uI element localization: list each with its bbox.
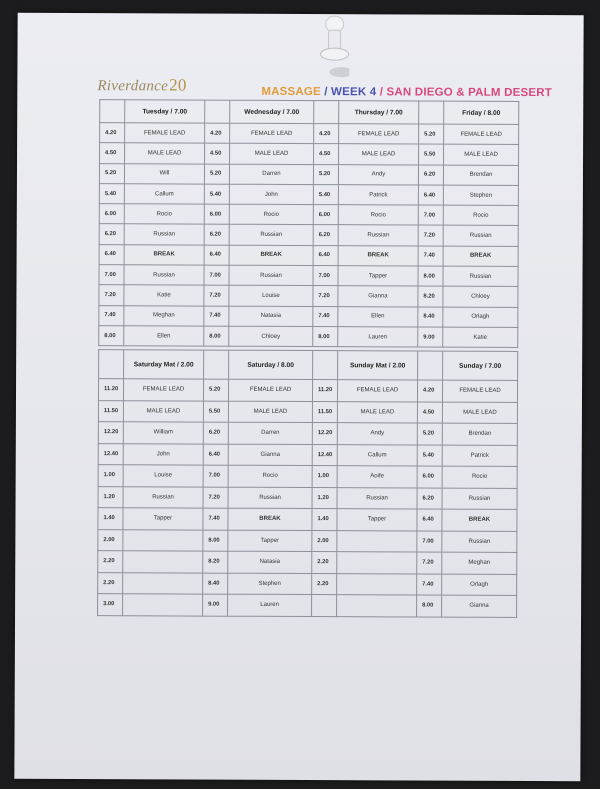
performer-cell: MALE LEAD bbox=[230, 143, 314, 164]
performer-cell: Andy bbox=[337, 423, 417, 445]
table-row bbox=[99, 305, 518, 327]
time-cell: 12.20 bbox=[98, 422, 123, 444]
performer-cell: Ellen bbox=[124, 326, 204, 347]
performer-cell: Louise bbox=[123, 465, 203, 487]
time-cell bbox=[312, 595, 337, 617]
time-cell: 11.50 bbox=[312, 401, 337, 423]
performer-cell bbox=[123, 529, 203, 551]
performer-cell: Tapper bbox=[337, 509, 417, 531]
performer-cell bbox=[337, 573, 417, 595]
time-cell: 1.20 bbox=[312, 487, 337, 509]
table-row bbox=[98, 486, 517, 509]
time-cell: 8.00 bbox=[99, 326, 124, 346]
time-cell: 7.00 bbox=[203, 465, 228, 487]
performer-cell: Aoife bbox=[337, 466, 417, 488]
table-row bbox=[100, 123, 519, 145]
time-cell: 4.50 bbox=[417, 402, 442, 424]
performer-cell: Russian bbox=[338, 225, 418, 246]
time-cell: 7.20 bbox=[99, 285, 124, 305]
performer-cell: Callum bbox=[337, 444, 417, 466]
performer-cell: MALE LEAD bbox=[337, 401, 417, 423]
performer-cell: John bbox=[229, 184, 313, 205]
header-time-blank bbox=[204, 350, 229, 379]
time-cell: 7.00 bbox=[204, 265, 229, 285]
performer-cell: Gianna bbox=[338, 286, 418, 307]
time-cell: 7.40 bbox=[203, 508, 228, 530]
time-cell: 6.40 bbox=[418, 185, 443, 205]
performer-cell: Chloey bbox=[229, 326, 313, 347]
performer-cell: Russian bbox=[124, 224, 204, 245]
performer-cell: Orlagh bbox=[443, 307, 518, 328]
time-cell: 8.20 bbox=[418, 286, 443, 306]
time-cell: 2.00 bbox=[312, 530, 337, 552]
performer-cell: Andy bbox=[338, 164, 418, 185]
performer-cell: Rocio bbox=[442, 466, 517, 488]
time-cell: 2.00 bbox=[98, 529, 123, 551]
day-header: Thursday / 7.00 bbox=[339, 101, 419, 124]
header-separator: / bbox=[376, 86, 387, 99]
table-row bbox=[98, 508, 517, 531]
time-cell: 2.20 bbox=[312, 573, 337, 595]
performer-cell bbox=[123, 551, 203, 573]
time-cell: 6.20 bbox=[417, 488, 442, 510]
time-cell: 4.20 bbox=[205, 123, 230, 143]
day-header: Friday / 8.00 bbox=[444, 101, 519, 124]
performer-cell: Meghan bbox=[442, 552, 517, 574]
performer-cell: BREAK bbox=[442, 509, 517, 531]
header-location: SAN DIEGO & PALM DESERT bbox=[386, 86, 552, 100]
time-cell: 5.40 bbox=[313, 184, 338, 204]
performer-cell: Orlagh bbox=[442, 574, 517, 596]
time-cell: 6.40 bbox=[313, 245, 338, 265]
performer-cell bbox=[337, 595, 417, 617]
performer-cell: MALE LEAD bbox=[442, 402, 517, 424]
performer-cell: Russian bbox=[123, 486, 203, 508]
performer-cell: Russian bbox=[229, 225, 313, 246]
time-cell: 7.00 bbox=[418, 205, 443, 225]
performer-cell: FEMALE LEAD bbox=[228, 379, 312, 401]
performer-cell: FEMALE LEAD bbox=[123, 379, 203, 401]
day-header: Saturday / 8.00 bbox=[229, 350, 313, 379]
performer-cell: Natasia bbox=[228, 551, 312, 573]
header-separator: / bbox=[320, 86, 332, 99]
time-cell: 12.20 bbox=[312, 423, 337, 445]
performer-cell: Ellen bbox=[338, 306, 418, 327]
weekend-schedule-table bbox=[97, 349, 518, 617]
time-cell: 1.40 bbox=[312, 509, 337, 531]
header-time-blank bbox=[418, 351, 443, 380]
performer-cell: Rocio bbox=[124, 204, 204, 225]
performer-cell: Gianna bbox=[442, 595, 517, 617]
time-cell: 7.40 bbox=[417, 574, 442, 596]
performer-cell: FEMALE LEAD bbox=[339, 124, 419, 145]
time-cell: 4.50 bbox=[205, 143, 230, 163]
time-cell: 8.20 bbox=[203, 551, 228, 573]
time-cell: 5.20 bbox=[204, 164, 229, 184]
time-cell: 3.00 bbox=[98, 594, 123, 616]
time-cell: 7.00 bbox=[99, 265, 124, 285]
performer-cell: Meghan bbox=[124, 305, 204, 326]
performer-cell: Darren bbox=[228, 422, 312, 444]
logo-text: Riverdance bbox=[97, 78, 169, 95]
push-pin-icon bbox=[319, 14, 349, 88]
header-time-blank bbox=[419, 101, 444, 124]
time-cell: 5.50 bbox=[419, 144, 444, 164]
performer-cell: Rocio bbox=[228, 465, 312, 487]
header-week: WEEK 4 bbox=[331, 86, 377, 99]
time-cell: 6.00 bbox=[313, 205, 338, 225]
logo-number: 20 bbox=[169, 75, 187, 95]
day-header: Sunday / 7.00 bbox=[443, 351, 518, 380]
performer-cell: Russian bbox=[337, 487, 417, 509]
performer-cell: Stephen bbox=[443, 185, 518, 206]
time-cell: 6.40 bbox=[204, 245, 229, 265]
header-time-blank bbox=[313, 351, 338, 380]
time-cell: 5.20 bbox=[417, 423, 442, 445]
day-header-row bbox=[100, 100, 519, 125]
header-massage: MASSAGE bbox=[261, 85, 321, 99]
time-cell: 8.00 bbox=[313, 327, 338, 347]
time-cell: 12.40 bbox=[98, 443, 123, 465]
time-cell: 9.00 bbox=[418, 327, 443, 347]
time-cell: 7.20 bbox=[204, 285, 229, 305]
performer-cell: Patrick bbox=[442, 445, 517, 467]
performer-cell: Tapper bbox=[123, 508, 203, 530]
time-cell: 6.20 bbox=[203, 422, 228, 444]
performer-cell bbox=[123, 594, 203, 616]
performer-cell: Russian bbox=[442, 531, 517, 553]
table-row bbox=[98, 400, 517, 423]
performer-cell: BREAK bbox=[443, 246, 518, 267]
day-header: Tuesday / 7.00 bbox=[125, 100, 205, 123]
time-cell: 5.40 bbox=[417, 445, 442, 467]
time-cell: 7.40 bbox=[418, 246, 443, 266]
performer-cell: Rocio bbox=[229, 204, 313, 225]
performer-cell: Russian bbox=[443, 226, 518, 247]
performer-cell: Rocio bbox=[443, 205, 518, 226]
performer-cell: MALE LEAD bbox=[228, 401, 312, 423]
time-cell: 8.40 bbox=[203, 573, 228, 595]
table-row bbox=[98, 572, 517, 595]
weekday-schedule-table bbox=[98, 99, 519, 348]
performer-cell: Natasia bbox=[229, 306, 313, 327]
time-cell: 6.20 bbox=[418, 165, 443, 185]
performer-cell: BREAK bbox=[228, 508, 312, 530]
performer-cell: Callum bbox=[124, 184, 204, 205]
time-cell: 5.20 bbox=[419, 124, 444, 144]
table-row bbox=[98, 594, 517, 617]
performer-cell: Patrick bbox=[338, 185, 418, 206]
time-cell: 6.40 bbox=[203, 444, 228, 466]
performer-cell: Chloey bbox=[443, 287, 518, 308]
performer-cell: Katie bbox=[443, 327, 518, 348]
time-cell: 2.20 bbox=[98, 551, 123, 573]
performer-cell: Gianna bbox=[228, 444, 312, 466]
time-cell: 6.20 bbox=[99, 224, 124, 244]
time-cell: 2.20 bbox=[312, 552, 337, 574]
performer-cell: Russian bbox=[124, 265, 204, 286]
time-cell: 6.40 bbox=[417, 509, 442, 531]
performer-cell: Will bbox=[124, 163, 204, 184]
performer-cell: MALE LEAD bbox=[123, 400, 203, 422]
time-cell: 9.00 bbox=[203, 594, 228, 616]
time-cell: 5.40 bbox=[99, 184, 124, 204]
table-row bbox=[98, 551, 517, 574]
time-cell: 1.00 bbox=[98, 465, 123, 487]
time-cell: 8.00 bbox=[203, 530, 228, 552]
performer-cell: Russian bbox=[229, 265, 313, 286]
time-cell: 4.20 bbox=[100, 123, 125, 143]
table-row bbox=[99, 244, 518, 266]
time-cell: 8.40 bbox=[418, 307, 443, 327]
time-cell: 4.50 bbox=[314, 144, 339, 164]
time-cell: 7.20 bbox=[417, 552, 442, 574]
time-cell: 7.00 bbox=[313, 266, 338, 286]
time-cell: 8.00 bbox=[204, 326, 229, 346]
performer-cell: Stephen bbox=[228, 573, 312, 595]
time-cell: 11.20 bbox=[98, 379, 123, 401]
performer-cell: MALE LEAD bbox=[125, 143, 205, 164]
header-time-blank bbox=[205, 100, 230, 123]
day-header: Saturday Mat / 2.00 bbox=[124, 350, 204, 379]
time-cell: 6.00 bbox=[204, 204, 229, 224]
performer-cell: Tapper bbox=[338, 266, 418, 287]
time-cell: 11.20 bbox=[312, 380, 337, 402]
time-cell: 6.20 bbox=[204, 225, 229, 245]
table-row bbox=[99, 326, 518, 348]
time-cell: 12.40 bbox=[312, 444, 337, 466]
performer-cell: FEMALE LEAD bbox=[230, 123, 314, 144]
time-cell: 5.40 bbox=[204, 184, 229, 204]
table-row bbox=[98, 529, 517, 552]
performer-cell: Brendan bbox=[442, 423, 517, 445]
time-cell: 6.00 bbox=[99, 204, 124, 224]
table-row bbox=[98, 443, 517, 466]
time-cell: 7.40 bbox=[313, 306, 338, 326]
performer-cell bbox=[123, 572, 203, 594]
performer-cell: Louise bbox=[229, 286, 313, 307]
header-time-blank bbox=[99, 350, 124, 379]
schedule-sheet bbox=[14, 13, 583, 781]
performer-cell: Russian bbox=[442, 488, 517, 510]
time-cell: 1.00 bbox=[312, 466, 337, 488]
riverdance-logo bbox=[97, 75, 186, 95]
performer-cell: Russian bbox=[228, 487, 312, 509]
table-row bbox=[99, 184, 518, 206]
time-cell: 7.40 bbox=[204, 306, 229, 326]
day-header: Sunday Mat / 2.00 bbox=[338, 351, 418, 380]
table-row bbox=[100, 143, 519, 165]
time-cell: 5.20 bbox=[99, 163, 124, 183]
header-time-blank bbox=[314, 101, 339, 124]
time-cell: 7.20 bbox=[418, 226, 443, 246]
performer-cell: Brendan bbox=[443, 165, 518, 186]
time-cell: 2.20 bbox=[98, 572, 123, 594]
table-row bbox=[99, 204, 518, 226]
performer-cell bbox=[337, 552, 417, 574]
day-header: Wednesday / 7.00 bbox=[230, 100, 314, 123]
performer-cell: MALE LEAD bbox=[444, 144, 519, 165]
performer-cell: FEMALE LEAD bbox=[125, 123, 205, 144]
day-header-row bbox=[99, 350, 518, 381]
header-time-blank bbox=[100, 100, 125, 123]
time-cell: 4.20 bbox=[417, 380, 442, 402]
performer-cell: Lauren bbox=[338, 327, 418, 348]
performer-cell bbox=[337, 530, 417, 552]
performer-cell: MALE LEAD bbox=[339, 144, 419, 165]
performer-cell: Rocio bbox=[338, 205, 418, 226]
performer-cell: Darren bbox=[229, 164, 313, 185]
time-cell: 4.20 bbox=[314, 124, 339, 144]
time-cell: 5.50 bbox=[203, 401, 228, 423]
time-cell: 6.00 bbox=[417, 466, 442, 488]
table-row bbox=[99, 285, 518, 307]
performer-cell: BREAK bbox=[124, 245, 204, 266]
performer-cell: BREAK bbox=[338, 245, 418, 266]
time-cell: 8.00 bbox=[418, 266, 443, 286]
time-cell: 6.20 bbox=[313, 225, 338, 245]
table-row bbox=[98, 379, 517, 402]
performer-cell: FEMALE LEAD bbox=[442, 380, 517, 402]
time-cell: 7.00 bbox=[417, 531, 442, 553]
time-cell: 7.40 bbox=[99, 305, 124, 325]
time-cell: 7.20 bbox=[203, 487, 228, 509]
table-row bbox=[98, 465, 517, 488]
performer-cell: FEMALE LEAD bbox=[444, 124, 519, 145]
page-header bbox=[261, 86, 552, 99]
time-cell: 1.40 bbox=[98, 508, 123, 530]
time-cell: 1.20 bbox=[98, 486, 123, 508]
performer-cell: Katie bbox=[124, 285, 204, 306]
performer-cell: William bbox=[123, 422, 203, 444]
table-row bbox=[99, 265, 518, 287]
time-cell: 8.00 bbox=[417, 595, 442, 617]
performer-cell: John bbox=[123, 443, 203, 465]
performer-cell: FEMALE LEAD bbox=[337, 380, 417, 402]
time-cell: 4.50 bbox=[100, 143, 125, 163]
performer-cell: BREAK bbox=[229, 245, 313, 266]
time-cell: 6.40 bbox=[99, 244, 124, 264]
table-row bbox=[99, 163, 518, 185]
table-row bbox=[98, 422, 517, 445]
time-cell: 7.20 bbox=[313, 286, 338, 306]
time-cell: 5.20 bbox=[313, 164, 338, 184]
time-cell: 5.20 bbox=[203, 379, 228, 401]
table-row bbox=[99, 224, 518, 246]
time-cell: 11.50 bbox=[98, 400, 123, 422]
performer-cell: Tapper bbox=[228, 530, 312, 552]
performer-cell: Russian bbox=[443, 266, 518, 287]
performer-cell: Lauren bbox=[228, 594, 312, 616]
